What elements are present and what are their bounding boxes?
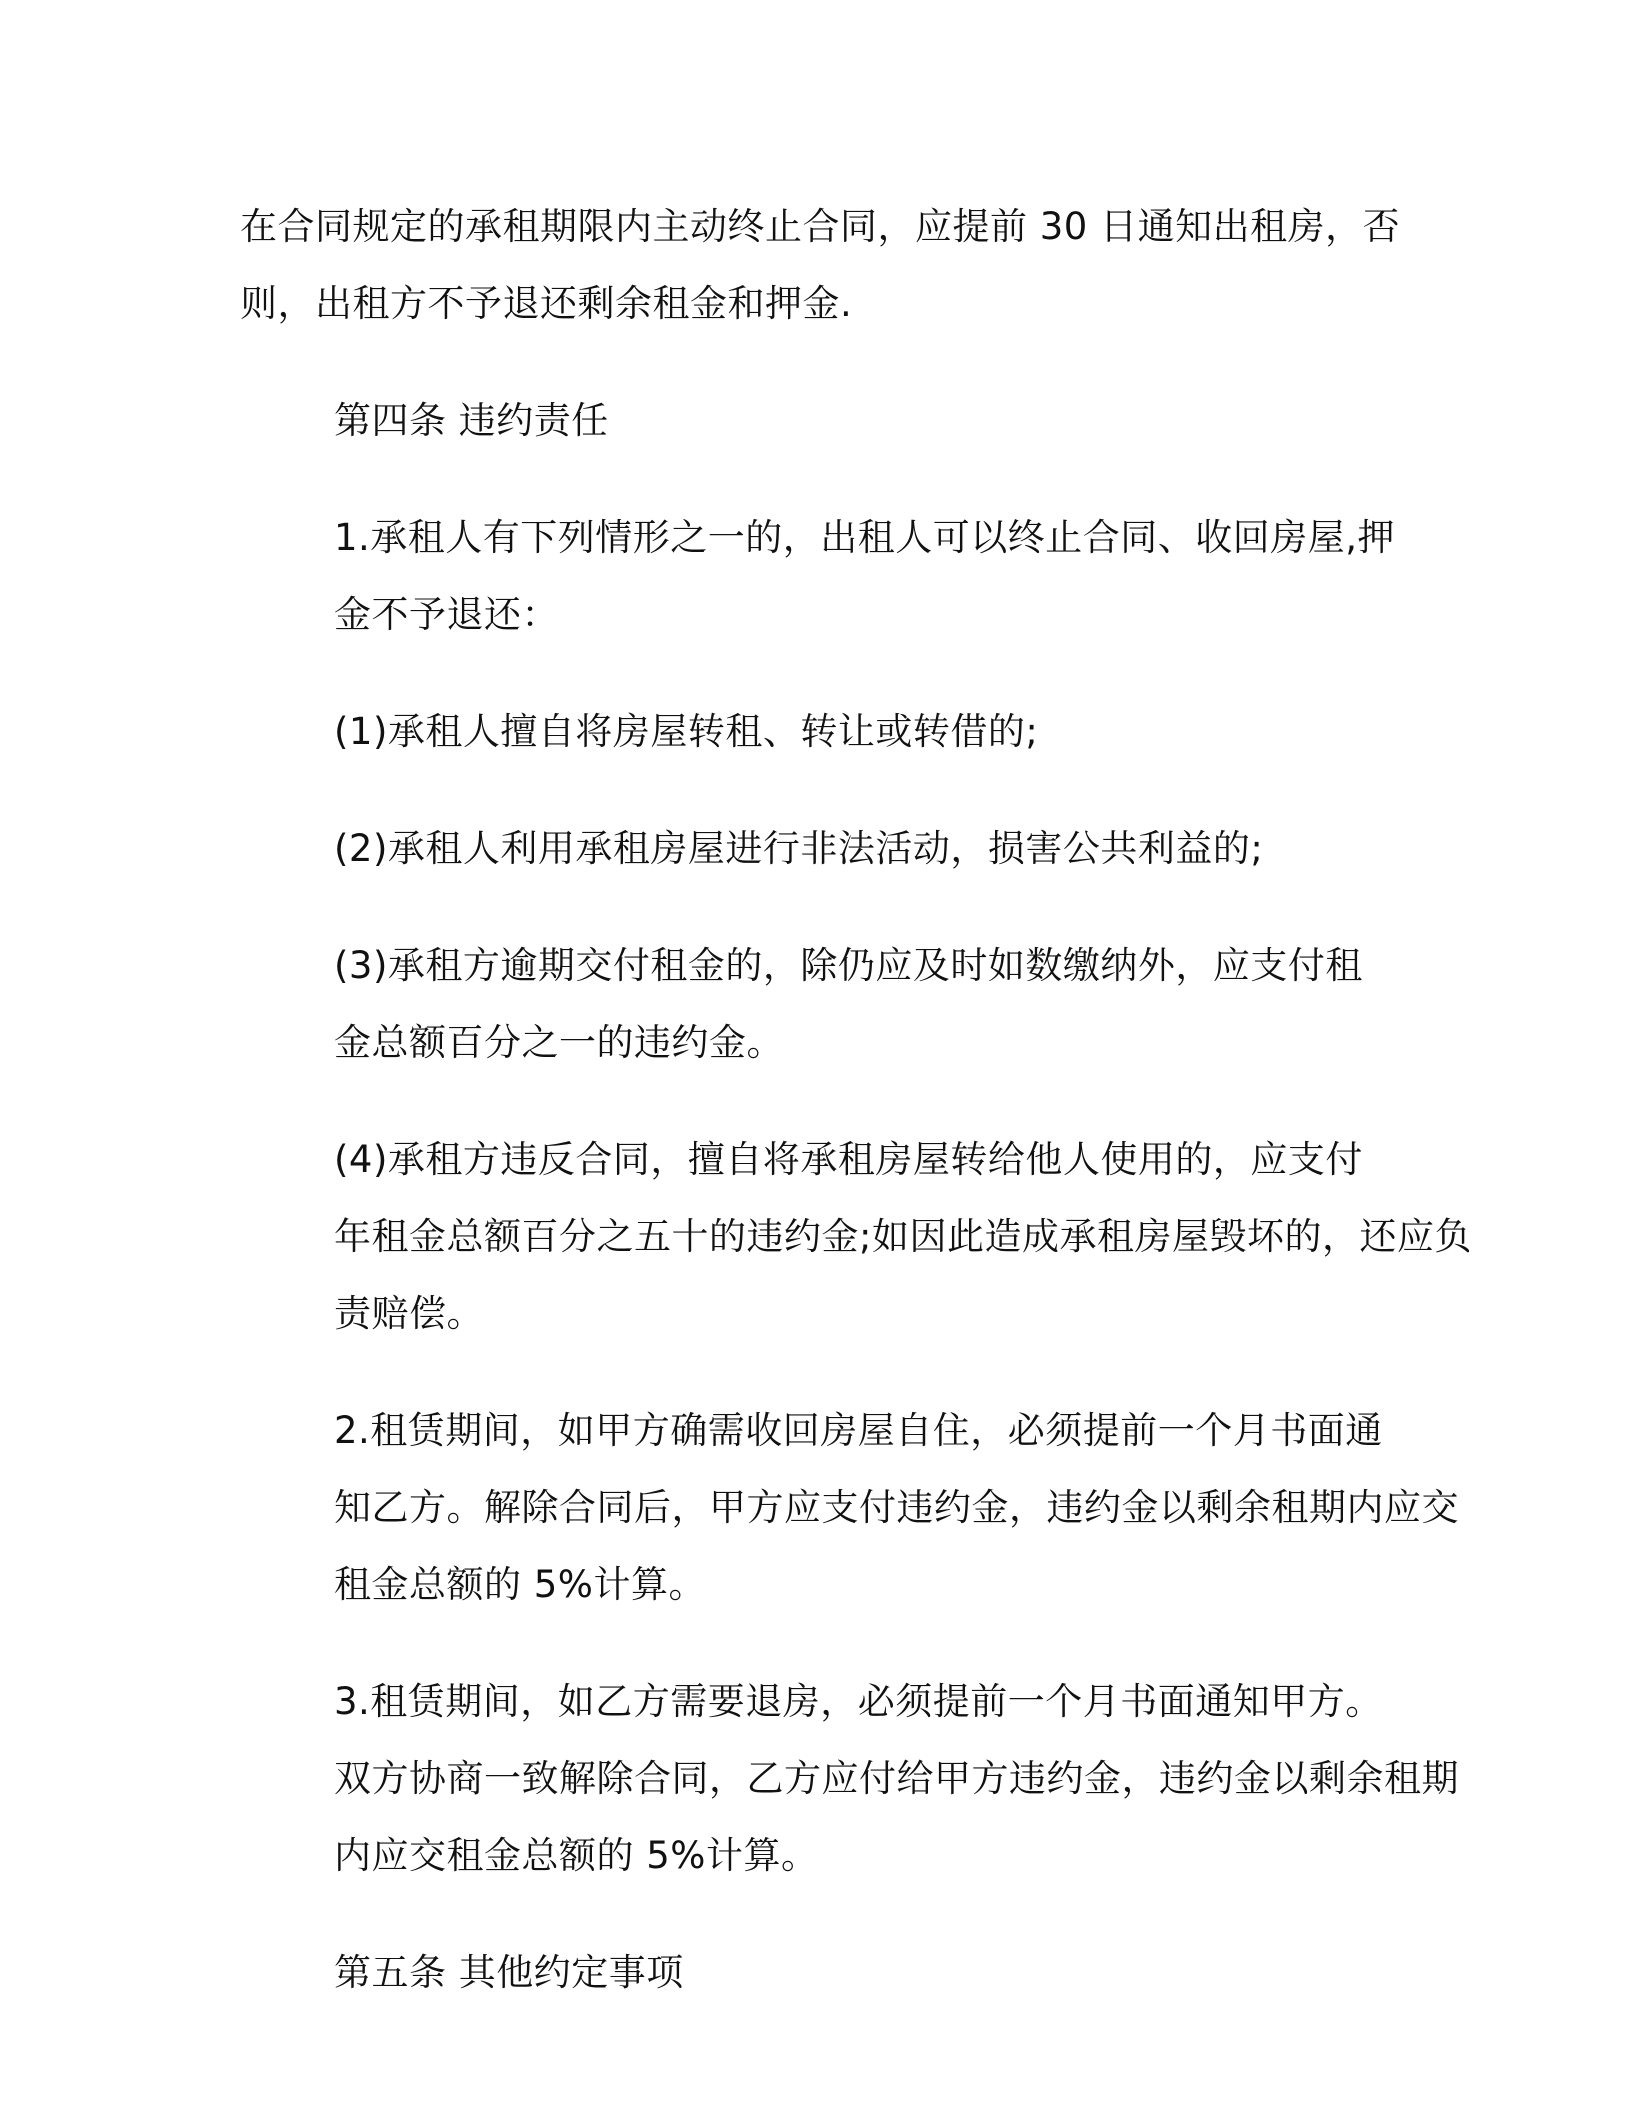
text-line: 金总额百分之一的违约金。 [334,1021,784,1064]
paragraph-item-2 [240,810,1390,887]
text-line: 责赔偿。 [334,1292,484,1335]
text-line: 年租金总额百分之五十的违约金;如因此造成承租房屋毁坏的，还应负 [334,1215,1472,1258]
text-line: 双方协商一致解除合同，乙方应付给甲方违约金，违约金以剩余租期 [334,1757,1459,1800]
text-line: 租金总额的 5%计算。 [334,1563,706,1606]
heading-text: 第四条 违约责任 [334,399,609,442]
heading-text: 第五条 其他约定事项 [334,1951,684,1994]
section-heading-article-5 [240,1934,1390,2011]
text-line: (3)承租方逾期交付租金的，除仍应及时如数缴纳外，应支付租 [334,944,1363,987]
text-line: 则，出租方不予退还剩余租金和押金. [240,282,853,325]
text-line: (2)承租人利用承租房屋进行非法活动，损害公共利益的; [334,827,1264,870]
text-line: (1)承租人擅自将房屋转租、转让或转借的; [334,710,1039,753]
section-heading-article-4 [240,382,1390,459]
text-line: 2.租赁期间，如甲方确需收回房屋自住，必须提前一个月书面通 [334,1409,1383,1452]
paragraph-item-1 [240,693,1390,770]
text-line: 3.租赁期间，如乙方需要退房，必须提前一个月书面通知甲方。 [334,1680,1383,1723]
text-line: 在合同规定的承租期限内主动终止合同，应提前 30 日通知出租房，否 [240,205,1401,248]
text-line: 内应交租金总额的 5%计算。 [334,1834,819,1877]
paragraph-item-4 [240,1121,1472,1352]
paragraph-clause-3 [240,1663,1459,1894]
paragraph-clause-2 [240,1392,1459,1623]
paragraph-termination-notice [240,188,1401,342]
text-line: 知乙方。解除合同后，甲方应支付违约金，违约金以剩余租期内应交 [334,1486,1459,1529]
text-line: (4)承租方违反合同，擅自将承租房屋转给他人使用的，应支付 [334,1138,1363,1181]
paragraph-clause-1 [240,499,1396,653]
text-line: 1.承租人有下列情形之一的，出租人可以终止合同、收回房屋,押 [334,516,1396,559]
paragraph-item-3 [240,927,1390,1081]
document-body [240,188,1472,2051]
text-line: 金不予退还： [334,593,559,636]
